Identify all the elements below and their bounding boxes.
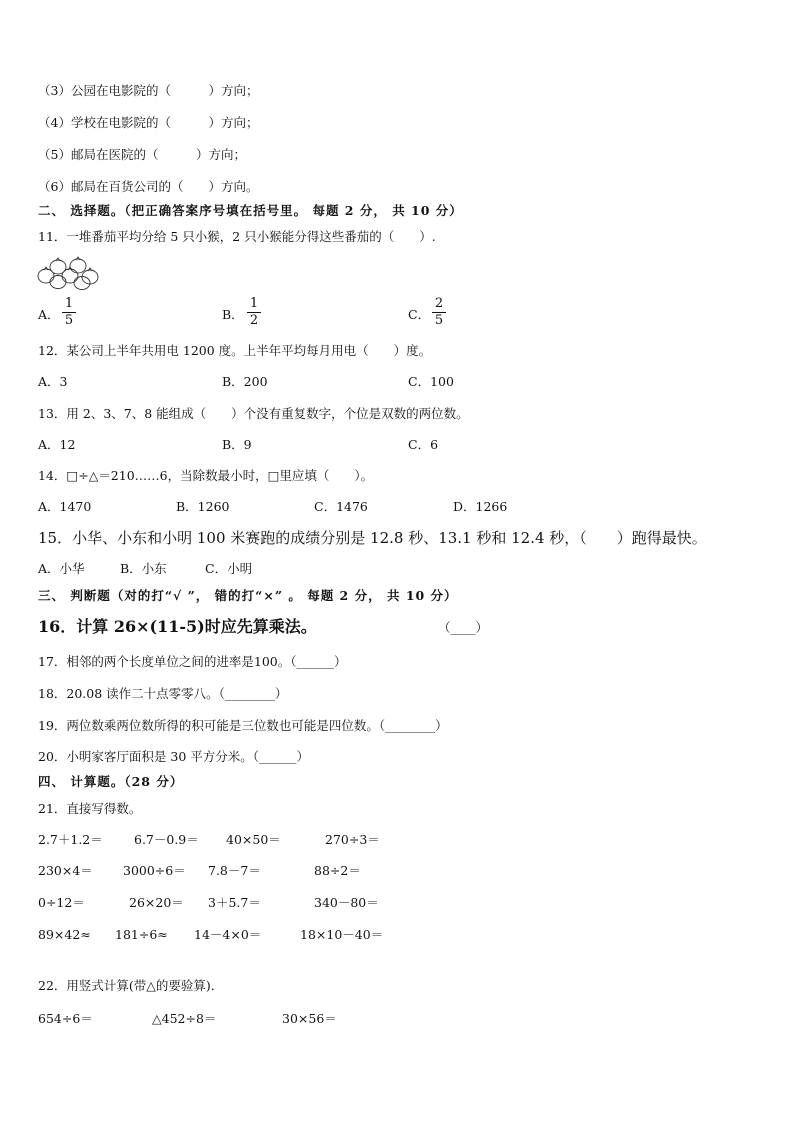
question-20: 20．小明家客厅面积是 30 平方分米。（______） xyxy=(38,749,310,764)
section-4-title: 四、 计算题。（28 分） xyxy=(38,774,184,789)
question-6: （6）邮局在百货公司的（ ）方向。 xyxy=(38,179,259,194)
denominator: 5 xyxy=(64,313,74,328)
calc-item: 0÷12＝ xyxy=(38,895,85,910)
question-12-stem: 12．某公司上半年共用电 1200 度。上半年平均每月用电（ ）度。 xyxy=(38,343,432,358)
calc-item: 2.7＋1.2＝ xyxy=(38,832,103,847)
q14-option-d: D．1266 xyxy=(453,499,508,514)
question-19: 19．两位数乘两位数所得的积可能是三位数也可能是四位数。（________） xyxy=(38,718,448,733)
q13-option-a: A．12 xyxy=(38,437,76,452)
question-13-stem: 13．用 2、3、7、8 能组成（ ）个没有重复数字，个位是双数的两位数。 xyxy=(38,406,469,421)
q11-option-c-fraction xyxy=(432,297,446,328)
calc-item: 7.8－7＝ xyxy=(208,863,261,878)
denominator: 5 xyxy=(434,313,444,328)
question-17: 17．相邻的两个长度单位之间的进率是100。（______） xyxy=(38,654,347,669)
numerator: 1 xyxy=(247,297,261,313)
question-16-stem: 16．计算 26×(11-5)时应先算乘法。 xyxy=(38,617,317,636)
section-3-title: 三、 判断题（对的打“√ ”， 错的打“×” 。 每题 2 分， 共 10 分） xyxy=(38,588,458,603)
q11-option-a-label: A． xyxy=(38,307,60,322)
calc-item: 270÷3＝ xyxy=(325,832,380,847)
q11-option-b-label: B． xyxy=(222,307,244,322)
question-4: （4）学校在电影院的（ ）方向； xyxy=(38,115,259,130)
q13-option-b: B．9 xyxy=(222,437,252,452)
question-22-stem: 22．用竖式计算(带△的要验算)． xyxy=(38,978,224,993)
calc-item: 181÷6≈ xyxy=(115,927,168,942)
q11-option-c-label: C． xyxy=(408,307,431,322)
q11-option-a-fraction xyxy=(62,297,76,328)
q14-option-c: C．1476 xyxy=(314,499,368,514)
calc-item: 40×50＝ xyxy=(226,832,281,847)
vertical-calc-item: △452÷8＝ xyxy=(152,1011,217,1026)
q14-option-b: B．1260 xyxy=(176,499,230,514)
q14-option-a: A．1470 xyxy=(38,499,92,514)
question-15-stem: 15．小华、小东和小明 100 米赛跑的成绩分别是 12.8 秒、13.1 秒和 12.4 秒，（ ）跑得最快。 xyxy=(38,529,707,547)
calc-item: 26×20＝ xyxy=(129,895,184,910)
numerator: 1 xyxy=(62,297,76,313)
calc-item: 3000÷6＝ xyxy=(123,863,186,878)
calc-item: 88÷2＝ xyxy=(314,863,361,878)
question-11-stem: 11．一堆番茄平均分给 5 只小猴，2 只小猴能分得这些番茄的（ ）. xyxy=(38,229,436,244)
q13-option-c: C．6 xyxy=(408,437,439,452)
q12-option-a: A．3 xyxy=(38,374,68,389)
numerator: 2 xyxy=(432,297,446,313)
question-14-stem: 14．□÷△＝210……6，当除数最小时，□里应填（ ）。 xyxy=(38,468,374,483)
question-5: （5）邮局在医院的（ ）方向； xyxy=(38,147,246,162)
q12-option-b: B．200 xyxy=(222,374,268,389)
calc-item: 230×4＝ xyxy=(38,863,93,878)
question-16-blank: （____） xyxy=(438,620,489,635)
question-18: 18．20.08 读作二十点零零八。（________） xyxy=(38,686,288,701)
vertical-calc-item: 30×56＝ xyxy=(282,1011,337,1026)
vertical-calc-item: 654÷6＝ xyxy=(38,1011,93,1026)
q15-option-c: C．小明 xyxy=(205,561,253,576)
question-3: （3）公园在电影院的（ ）方向； xyxy=(38,83,259,98)
calc-item: 3＋5.7＝ xyxy=(208,895,261,910)
tomatoes-image xyxy=(36,255,100,291)
q11-option-b-fraction xyxy=(247,297,261,328)
calc-item: 18×10－40＝ xyxy=(300,927,384,942)
calc-item: 14－4×0＝ xyxy=(194,927,262,942)
denominator: 2 xyxy=(249,313,259,328)
calc-item: 89×42≈ xyxy=(38,927,91,942)
q15-option-b: B．小东 xyxy=(120,561,167,576)
section-2-title: 二、 选择题。（把正确答案序号填在括号里。 每题 2 分， 共 10 分） xyxy=(38,203,463,218)
calc-item: 340－80＝ xyxy=(314,895,379,910)
calc-item: 6.7－0.9＝ xyxy=(134,832,199,847)
q15-option-a: A．小华 xyxy=(38,561,85,576)
question-21-stem: 21．直接写得数。 xyxy=(38,801,142,816)
q12-option-c: C．100 xyxy=(408,374,454,389)
